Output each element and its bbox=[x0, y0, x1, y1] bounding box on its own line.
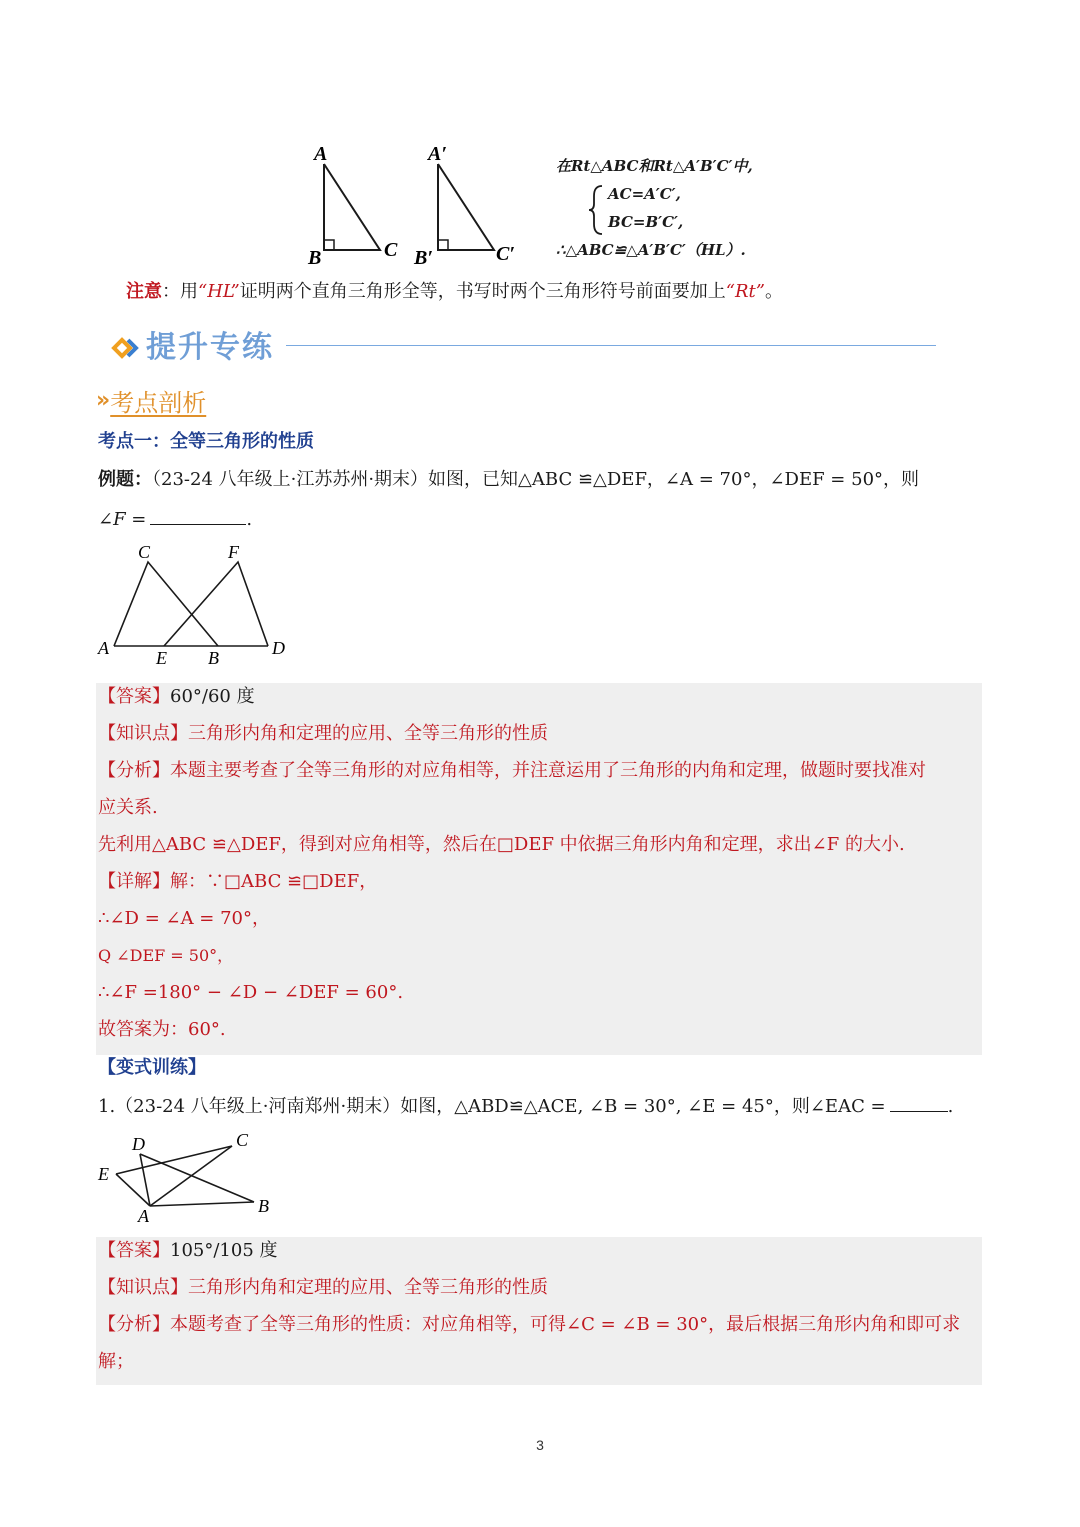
right-angle-mark-b bbox=[324, 240, 334, 250]
answer-2-value: 105°/105 度 bbox=[170, 1240, 278, 1261]
variant-heading: 【变式训练】 bbox=[98, 1057, 206, 1078]
analysis-1-tag: 【分析】 bbox=[98, 760, 170, 781]
example-text: （23-24 八年级上·江苏苏州·期末）如图，已知△ABC ≌△DEF，∠A = 70°，∠DEF = 50°，则 bbox=[152, 469, 920, 490]
answer-2-line bbox=[98, 1241, 278, 1261]
example-angle-f: ∠F = bbox=[98, 509, 147, 530]
analysis-2-tag: 【分析】 bbox=[98, 1314, 170, 1335]
example-figure bbox=[94, 540, 294, 670]
label-c-prime: C′ bbox=[496, 243, 515, 265]
proof-line-1: 在Rt△ABC和Rt△A′B′C′中, bbox=[556, 157, 753, 175]
note-text-3: 。 bbox=[764, 281, 783, 302]
brace bbox=[588, 184, 604, 236]
proof-line-2: AC=A′C′, bbox=[608, 185, 681, 203]
variant-q1-period: . bbox=[947, 1096, 954, 1117]
right-angle-mark-b2 bbox=[438, 240, 448, 250]
label-a-var: A bbox=[138, 1206, 149, 1226]
step-1: ∴∠D = ∠A = 70°， bbox=[98, 908, 271, 929]
diamond-arrow-icon bbox=[106, 334, 142, 362]
analysis-1-line-3: 先利用△ABC ≌△DEF，得到对应角相等，然后在□DEF 中依据三角形内角和定理，求出∠F 的大小. bbox=[98, 834, 905, 855]
proof-brace-group bbox=[556, 180, 753, 236]
note-label: 注意 bbox=[126, 281, 162, 302]
kp-2-value: 三角形内角和定理的应用、全等三角形的性质 bbox=[188, 1277, 548, 1298]
segment-db bbox=[140, 1154, 254, 1202]
proof-line-4: ∴△ABC≌△A′B′C′（HL）. bbox=[556, 241, 746, 259]
step-3: ∴∠F =180° − ∠D − ∠DEF = 60°. bbox=[98, 982, 404, 1003]
answer-1-value: 60°/60 度 bbox=[170, 686, 255, 707]
label-a-ex: A bbox=[98, 638, 109, 658]
note-hl: “HL” bbox=[198, 281, 240, 302]
label-e-var: E bbox=[98, 1164, 109, 1184]
triangle-a2b2c2 bbox=[438, 164, 494, 250]
analysis-1-line-1 bbox=[98, 761, 926, 781]
kp-1-value: 三角形内角和定理的应用、全等三角形的性质 bbox=[188, 723, 548, 744]
analysis-2-text-1: 本题考查了全等三角形的性质：对应角相等，可得∠C = ∠B = 30°，最后根据三角形内角和即可求 bbox=[170, 1314, 961, 1335]
banner-rule bbox=[286, 345, 936, 346]
double-chevron-icon: » bbox=[96, 388, 111, 413]
note-text-1: ：用 bbox=[162, 281, 198, 302]
label-b-prime: B′ bbox=[414, 247, 433, 269]
label-a: A bbox=[314, 143, 328, 165]
final-answer-1: 故答案为：60°. bbox=[98, 1019, 226, 1040]
note-rt: “Rt” bbox=[725, 281, 765, 302]
example-answer-blank[interactable] bbox=[150, 508, 246, 525]
proof-line-3: BC=B′C′, bbox=[608, 213, 684, 231]
example-line-1 bbox=[98, 470, 919, 490]
analysis-2-line-1 bbox=[98, 1315, 960, 1335]
hl-proof bbox=[556, 152, 753, 264]
kp-2-tag: 【知识点】 bbox=[98, 1277, 188, 1298]
kp-1-line bbox=[98, 724, 548, 744]
variant-figure bbox=[92, 1128, 282, 1228]
triangle-def-example bbox=[164, 562, 268, 646]
label-b-var: B bbox=[258, 1196, 269, 1216]
kaodian-heading: 考点一：全等三角形的性质 bbox=[98, 431, 314, 452]
step-2: Q ∠DEF = 50°， bbox=[98, 946, 234, 965]
label-d-var: D bbox=[132, 1134, 145, 1154]
analysis-2-line-2: 解； bbox=[98, 1351, 134, 1372]
answer-1-line bbox=[98, 687, 255, 707]
label-f-ex: F bbox=[228, 542, 239, 562]
example-period: . bbox=[246, 509, 253, 530]
segment-ab bbox=[150, 1202, 254, 1206]
variant-q1-line bbox=[98, 1095, 953, 1117]
page-number: 3 bbox=[536, 1437, 544, 1453]
variant-q1-blank[interactable] bbox=[890, 1095, 948, 1112]
label-c-var: C bbox=[236, 1130, 249, 1150]
detail-1-line bbox=[98, 872, 377, 892]
analysis-1-text-1: 本题主要考查了全等三角形的对应角相等，并注意运用了三角形的内角和定理，做题时要找准对 bbox=[170, 760, 926, 781]
answer-1-tag: 【答案】 bbox=[98, 686, 170, 707]
section-banner bbox=[106, 326, 936, 370]
note-text-2: 证明两个直角三角形全等，书写时两个三角形符号前面要加上 bbox=[239, 281, 726, 302]
label-c: C bbox=[384, 239, 398, 261]
detail-1-text: 解：∵□ABC ≌□DEF， bbox=[170, 871, 378, 892]
analysis-1-line-2: 应关系. bbox=[98, 797, 158, 818]
right-triangles-figure bbox=[300, 140, 540, 270]
label-b: B bbox=[308, 247, 322, 269]
label-e-ex: E bbox=[156, 648, 167, 668]
detail-1-tag: 【详解】 bbox=[98, 871, 170, 892]
variant-q1-text: 1.（23-24 八年级上·河南郑州·期末）如图，△ABD≌△ACE, ∠B = 30°, ∠E = 45°，则∠EAC = bbox=[98, 1096, 886, 1117]
label-c-ex: C bbox=[138, 542, 151, 562]
label-d-ex: D bbox=[272, 638, 285, 658]
section-heading bbox=[96, 383, 206, 415]
example-label: 例题： bbox=[98, 469, 152, 490]
kp-1-tag: 【知识点】 bbox=[98, 723, 188, 744]
example-line-2 bbox=[98, 508, 252, 530]
label-a-prime: A′ bbox=[428, 143, 447, 165]
banner-title: 提升专练 bbox=[146, 330, 274, 365]
triangle-abc-example bbox=[114, 562, 218, 646]
kp-2-line bbox=[98, 1278, 548, 1298]
label-b-ex: B bbox=[208, 648, 219, 668]
section-title: 考点剖析 bbox=[110, 389, 207, 417]
triangle-abc bbox=[324, 164, 380, 250]
answer-2-tag: 【答案】 bbox=[98, 1240, 170, 1261]
note-line bbox=[126, 282, 783, 302]
